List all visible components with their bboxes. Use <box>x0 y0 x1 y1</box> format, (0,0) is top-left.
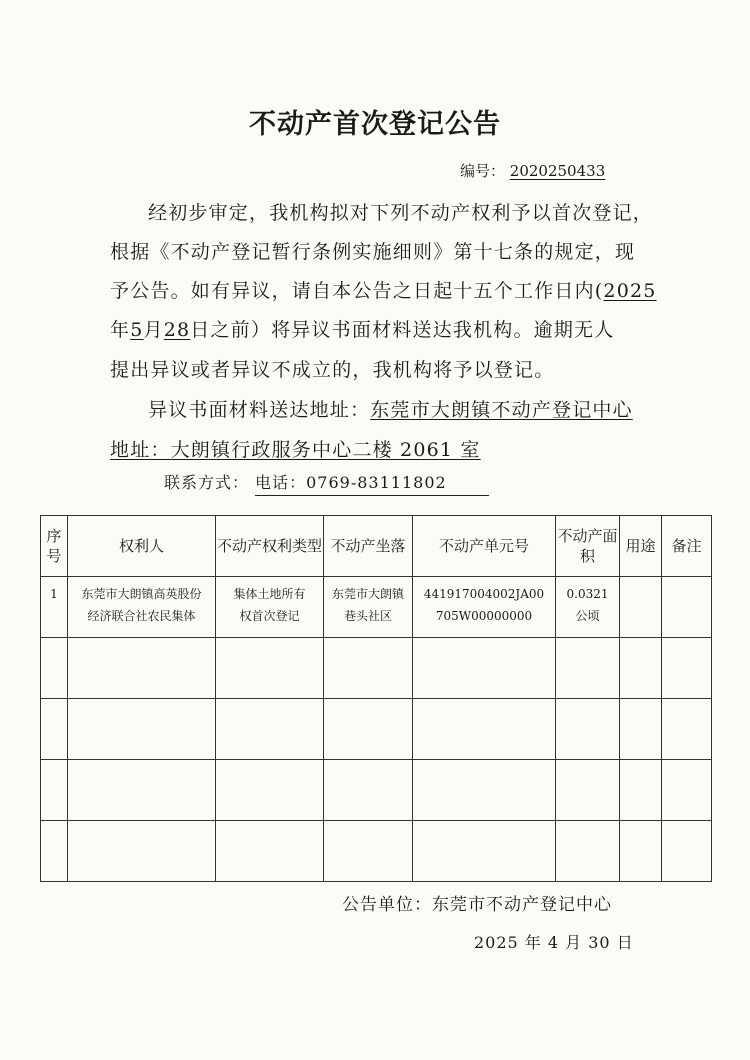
body-line-1: 经初步审定，我机构拟对下列不动产权利予以首次登记， <box>148 202 654 224</box>
body-line-3-text: 予公告。如有异议，请自本公告之日起十五个工作日内( <box>110 280 604 302</box>
address-line: 地址：大朗镇行政服务中心二楼 2061 室 <box>110 439 481 461</box>
deadline-year: 2025 <box>603 280 657 302</box>
page-title: 不动产首次登记公告 <box>249 109 501 140</box>
header-use: 用途 <box>620 516 662 577</box>
deadline-month: 5 <box>130 319 144 341</box>
doc-number <box>460 160 605 181</box>
body-line-4-text: 日之前）将异议书面材料送达我机构。逾期无人 <box>190 319 615 341</box>
header-location: 不动产坐落 <box>324 516 413 577</box>
table-row <box>41 699 712 760</box>
body-line-5: 提出异议或者异议不成立的，我机构将予以登记。 <box>110 359 555 381</box>
body-line-2: 根据《不动产登记暂行条例实施细则》第十七条的规定，现 <box>110 241 636 263</box>
body-line-3 <box>110 276 657 303</box>
body-line-4 <box>110 315 614 342</box>
cell-location-line-1: 东莞市大朗镇 <box>331 587 404 601</box>
doc-number-label: 编号： <box>460 162 506 180</box>
cell-area-value: 0.0321 <box>566 587 609 601</box>
cell-remark <box>662 577 712 638</box>
cell-seq: 1 <box>41 577 68 638</box>
cell-unit-number-line-1: 441917004002JA00 <box>423 587 545 601</box>
cell-right-type <box>216 577 324 638</box>
contact-label: 联系方式： <box>164 473 250 492</box>
cell-location <box>324 577 413 638</box>
doc-number-value: 2020250433 <box>509 162 606 180</box>
header-right-type: 不动产权利类型 <box>216 516 324 577</box>
table-header-row <box>41 516 712 577</box>
body-line-6 <box>148 395 633 422</box>
cell-unit-number-line-2: 705W00000000 <box>435 609 533 623</box>
cell-area-unit: 公顷 <box>575 609 600 623</box>
issuing-unit: 公告单位：东莞市不动产登记中心 <box>342 895 612 915</box>
month-char: 月 <box>143 319 164 341</box>
year-char: 年 <box>110 319 131 341</box>
objection-address-value: 东莞市大朗镇不动产登记中心 <box>370 399 633 421</box>
cell-use <box>620 577 662 638</box>
table-row <box>41 821 712 882</box>
header-remark: 备注 <box>662 516 712 577</box>
cell-unit-number <box>413 577 556 638</box>
cell-owner <box>68 577 216 638</box>
registration-table <box>40 515 712 882</box>
header-unit-number: 不动产单元号 <box>413 516 556 577</box>
cell-area <box>556 577 620 638</box>
deadline-day: 28 <box>163 319 191 341</box>
cell-right-type-line-1: 集体土地所有 <box>233 587 306 601</box>
cell-right-type-line-2: 权首次登记 <box>239 609 300 623</box>
issue-date: 2025 年 4 月 30 日 <box>474 933 634 952</box>
contact-phone: 电话：0769-83111802 <box>255 470 489 496</box>
table-row <box>41 760 712 821</box>
cell-location-line-2: 巷头社区 <box>343 609 392 623</box>
header-owner: 权利人 <box>68 516 216 577</box>
header-area: 不动产面积 <box>556 516 620 577</box>
cell-owner-line-2: 经济联合社农民集体 <box>87 609 196 623</box>
header-seq: 序号 <box>41 516 68 577</box>
table-row <box>41 638 712 699</box>
table-row <box>41 577 712 638</box>
objection-address-label: 异议书面材料送达地址： <box>148 399 371 421</box>
cell-owner-line-1: 东莞市大朗镇高英股份 <box>81 587 202 601</box>
contact-info <box>164 470 489 496</box>
